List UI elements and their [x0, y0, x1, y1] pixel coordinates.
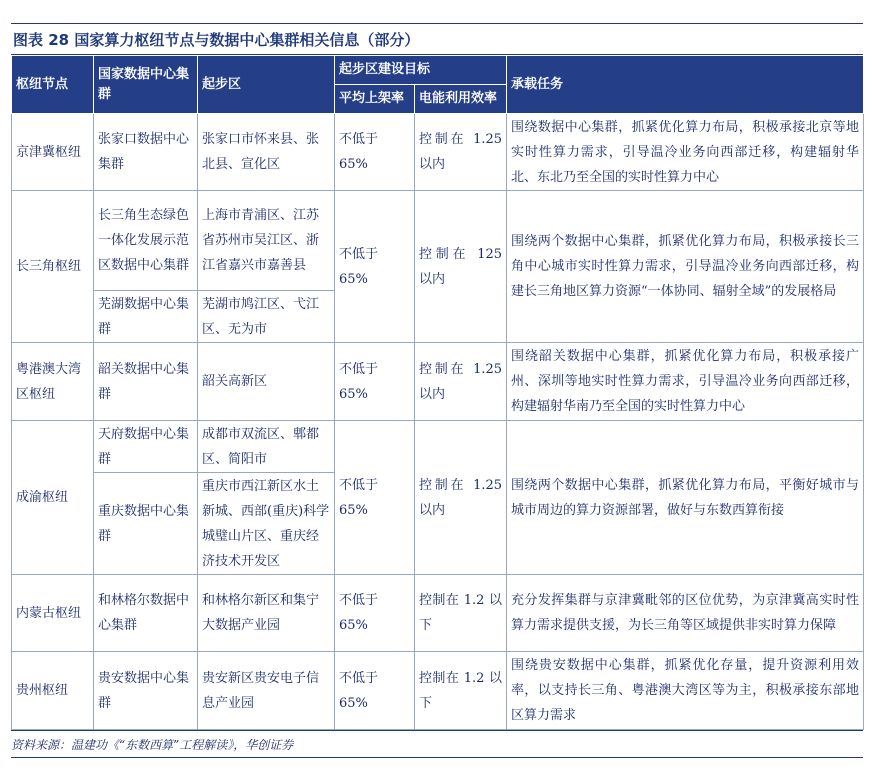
rack-rate-cell: 不低于 65%	[335, 191, 415, 343]
task-cell: 围绕两个数据中心集群，抓紧优化算力布局，积极承接长三角中心城市实时性算力需求，引导温冷业务向西部迁移，构建长三角地区算力资源“一体协同、辐射全域”的发展格局	[507, 191, 864, 343]
hub-cell: 长三角枢纽	[12, 191, 94, 343]
zone-cell: 重庆市西江新区水土新城、西部(重庆)科学城璧山片区、重庆经济技术开发区	[198, 473, 335, 575]
source-note	[11, 730, 863, 758]
zone-cell: 上海市青浦区、江苏省苏州市吴江区、浙江省嘉兴市嘉善县	[198, 191, 335, 291]
cluster-cell: 贵安数据中心集群	[94, 652, 198, 730]
zone-cell: 成都市双流区、郫都区、简阳市	[198, 421, 335, 473]
zone-cell: 贵安新区贵安电子信息产业园	[198, 652, 335, 730]
hub-cell: 京津冀枢纽	[12, 114, 94, 191]
cluster-cell: 重庆数据中心集群	[94, 473, 198, 575]
pue-cell: 控制在 1.25 以内	[415, 421, 507, 575]
figure-title-text: 图表 28 国家算力枢纽节点与数据中心集群相关信息（部分）	[13, 30, 420, 49]
table-row	[12, 343, 864, 421]
zone-cell: 张家口市怀来县、张北县、宣化区	[198, 114, 335, 191]
rack-rate-cell: 不低于 65%	[335, 343, 415, 421]
figure-title	[11, 23, 863, 55]
table-row	[12, 575, 864, 652]
hub-cell: 内蒙古枢纽	[12, 575, 94, 652]
pue-cell: 控制在 125 以内	[415, 191, 507, 343]
table-row	[12, 191, 864, 291]
table-row	[12, 421, 864, 473]
report-figure	[11, 23, 863, 758]
header-rack-rate: 平均上架率	[335, 85, 415, 114]
task-cell: 围绕数据中心集群，抓紧优化算力布局，积极承接北京等地实时性算力需求，引导温冷业务向西部迁移，构建辐射华北、东北乃至全国的实时性算力中心	[507, 114, 864, 191]
table-row	[12, 652, 864, 730]
zone-cell: 和林格尔新区和集宁大数据产业园	[198, 575, 335, 652]
zone-cell: 芜湖市鸠江区、弋江区、无为市	[198, 291, 335, 343]
cluster-cell: 韶关数据中心集群	[94, 343, 198, 421]
cluster-cell: 张家口数据中心集群	[94, 114, 198, 191]
header-target-group: 起步区建设目标	[335, 56, 507, 85]
pue-cell: 控制在 1.2 以下	[415, 575, 507, 652]
cluster-cell: 和林格尔数据中心集群	[94, 575, 198, 652]
task-cell: 围绕贵安数据中心集群，抓紧优化存量，提升资源利用效率，以支持长三角、粤港澳大湾区等为主，积极承接东部地区算力需求	[507, 652, 864, 730]
cluster-cell: 芜湖数据中心集群	[94, 291, 198, 343]
hub-cell: 贵州枢纽	[12, 652, 94, 730]
pue-cell: 控制在 1.25 以内	[415, 343, 507, 421]
source-note-text: 资料来源：温建功《“东数西算”工程解读》，华创证券	[11, 737, 294, 752]
header-hub: 枢纽节点	[12, 56, 94, 114]
rack-rate-cell: 不低于 65%	[335, 114, 415, 191]
header-start-zone: 起步区	[198, 56, 335, 114]
cluster-cell: 长三角生态绿色一体化发展示范区数据中心集群	[94, 191, 198, 291]
header-cluster: 国家数据中心集群	[94, 56, 198, 114]
pue-cell: 控制在 1.25 以内	[415, 114, 507, 191]
header-pue: 电能利用效率	[415, 85, 507, 114]
hub-cell: 成渝枢纽	[12, 421, 94, 575]
rack-rate-cell: 不低于 65%	[335, 421, 415, 575]
header-task: 承载任务	[507, 56, 864, 114]
hub-table	[11, 55, 864, 730]
rack-rate-cell: 不低于 65%	[335, 652, 415, 730]
zone-cell: 韶关高新区	[198, 343, 335, 421]
task-cell: 围绕韶关数据中心集群，抓紧优化算力布局，积极承接广州、深圳等地实时性算力需求，引导温冷业务向西部迁移，构建辐射华南乃至全国的实时性算力中心	[507, 343, 864, 421]
cluster-cell: 天府数据中心集群	[94, 421, 198, 473]
hub-cell: 粤港澳大湾区枢纽	[12, 343, 94, 421]
rack-rate-cell: 不低于 65%	[335, 575, 415, 652]
pue-cell: 控制在 1.2 以下	[415, 652, 507, 730]
task-cell: 围绕两个数据中心集群，抓紧优化算力布局，平衡好城市与城市周边的算力资源部署，做好与东数西算衔接	[507, 421, 864, 575]
table-row	[12, 114, 864, 191]
task-cell: 充分发挥集群与京津冀毗邻的区位优势，为京津冀高实时性算力需求提供支援，为长三角等区域提供非实时算力保障	[507, 575, 864, 652]
